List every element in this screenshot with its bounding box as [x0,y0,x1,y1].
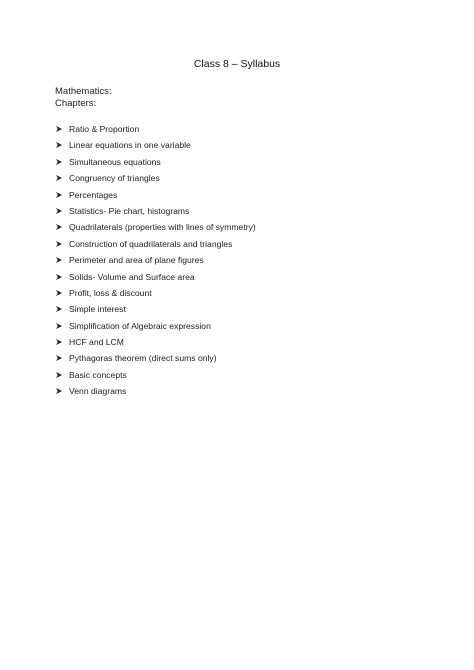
arrowhead-bullet-icon [55,384,63,398]
chapter-label: Percentages [69,189,118,200]
chapter-label: Basic concepts [69,369,127,380]
chapter-label: Simple interest [69,304,126,315]
chapter-label: Profit, loss & discount [69,287,152,298]
chapter-label: Construction of quadrilaterals and triangles [69,238,233,249]
page-title: Class 8 – Syllabus [193,58,281,70]
chapter-label: Quadrilaterals (properties with lines of symmetry) [69,222,256,233]
chapter-label: Venn diagrams [69,386,127,397]
arrowhead-bullet-icon [55,155,63,169]
chapter-label: Pythagoras theorem (direct sums only) [69,353,217,364]
arrowhead-bullet-icon [55,270,63,284]
arrowhead-bullet-icon [55,253,63,267]
arrowhead-bullet-icon [55,188,63,202]
arrowhead-bullet-icon [55,319,63,333]
chapter-label: Simultaneous equations [69,156,161,167]
arrowhead-bullet-icon [55,335,63,349]
chapter-label: Solids- Volume and Surface area [69,271,195,282]
chapter-label: Linear equations in one variable [69,140,191,151]
arrowhead-bullet-icon [55,220,63,234]
chapter-label: Statistics- Pie chart, histograms [69,205,190,216]
arrowhead-bullet-icon [55,351,63,365]
arrowhead-bullet-icon [55,286,63,300]
subject-heading: Mathematics: [55,86,112,97]
arrowhead-bullet-icon [55,122,63,136]
arrowhead-bullet-icon [55,302,63,316]
chapter-label: Simplification of Algebraic expression [69,320,211,331]
chapter-label: Ratio & Proportion [69,124,140,134]
arrowhead-bullet-icon [55,171,63,185]
arrowhead-bullet-icon [55,368,63,382]
arrowhead-bullet-icon [55,138,63,152]
chapter-label: HCF and LCM [69,337,124,348]
chapters-label: Chapters: [55,98,97,109]
chapter-label: Congruency of triangles [69,173,160,184]
chapter-label: Perimeter and area of plane figures [69,255,204,266]
arrowhead-bullet-icon [55,237,63,251]
arrowhead-bullet-icon [55,204,63,218]
